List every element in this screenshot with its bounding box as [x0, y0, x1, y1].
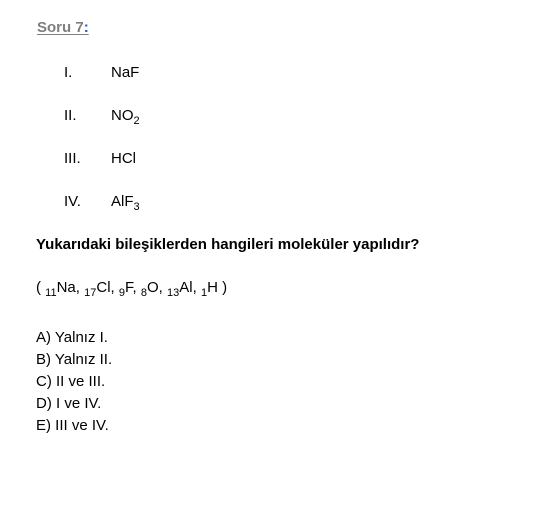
compound-numeral: I.	[64, 64, 73, 81]
element-symbol: Na	[56, 279, 76, 296]
answer-choice-d[interactable]: D) I ve IV.	[36, 395, 102, 412]
question-number-label: Soru 7	[37, 19, 84, 36]
compound-formula: NaF	[111, 64, 140, 81]
answer-choice-b[interactable]: B) Yalnız II.	[36, 351, 113, 368]
compound-formula: AlF$_3$	[111, 193, 140, 213]
atomic-numbers-note: ( $_{11}$Na, $_{17}$Cl, $_9$F, $_8$O, $_{13}$Al, $_1$H )	[36, 279, 228, 299]
compound-numeral: III.	[64, 150, 81, 167]
answer-choices	[36, 329, 112, 439]
atomic-number: 9	[118, 287, 126, 299]
question-heading	[37, 19, 89, 36]
answer-choice-a[interactable]: A) Yalnız I.	[36, 329, 108, 346]
element-symbol: F	[125, 279, 133, 296]
compound-item	[64, 193, 140, 236]
element-symbol: Al	[179, 279, 193, 296]
question-text: Yukarıdaki bileşiklerden hangileri moleküler yapılıdır?	[36, 236, 420, 253]
compound-item	[64, 64, 140, 107]
atomic-number: 17	[84, 287, 97, 299]
atomic-number: 13	[167, 287, 180, 299]
compound-item	[64, 150, 140, 193]
element-symbol: Cl	[96, 279, 111, 296]
heading-colon: :	[83, 19, 89, 36]
compound-formula: $NO_2$	[111, 107, 140, 127]
compound-numeral: II.	[64, 107, 77, 124]
atomic-number: 8	[140, 287, 147, 299]
compound-list	[64, 64, 140, 236]
answer-choice-e[interactable]: E) III ve IV.	[36, 417, 109, 434]
atomic-number: 1	[200, 287, 208, 299]
answer-choice-c[interactable]: C) II ve III.	[36, 373, 106, 390]
compound-numeral: IV.	[64, 193, 81, 210]
atomic-number: 11	[45, 287, 57, 299]
compound-formula: HCl	[111, 150, 136, 167]
element-symbol: H	[207, 279, 218, 296]
compound-item	[64, 107, 140, 150]
element-symbol: O	[146, 279, 159, 296]
